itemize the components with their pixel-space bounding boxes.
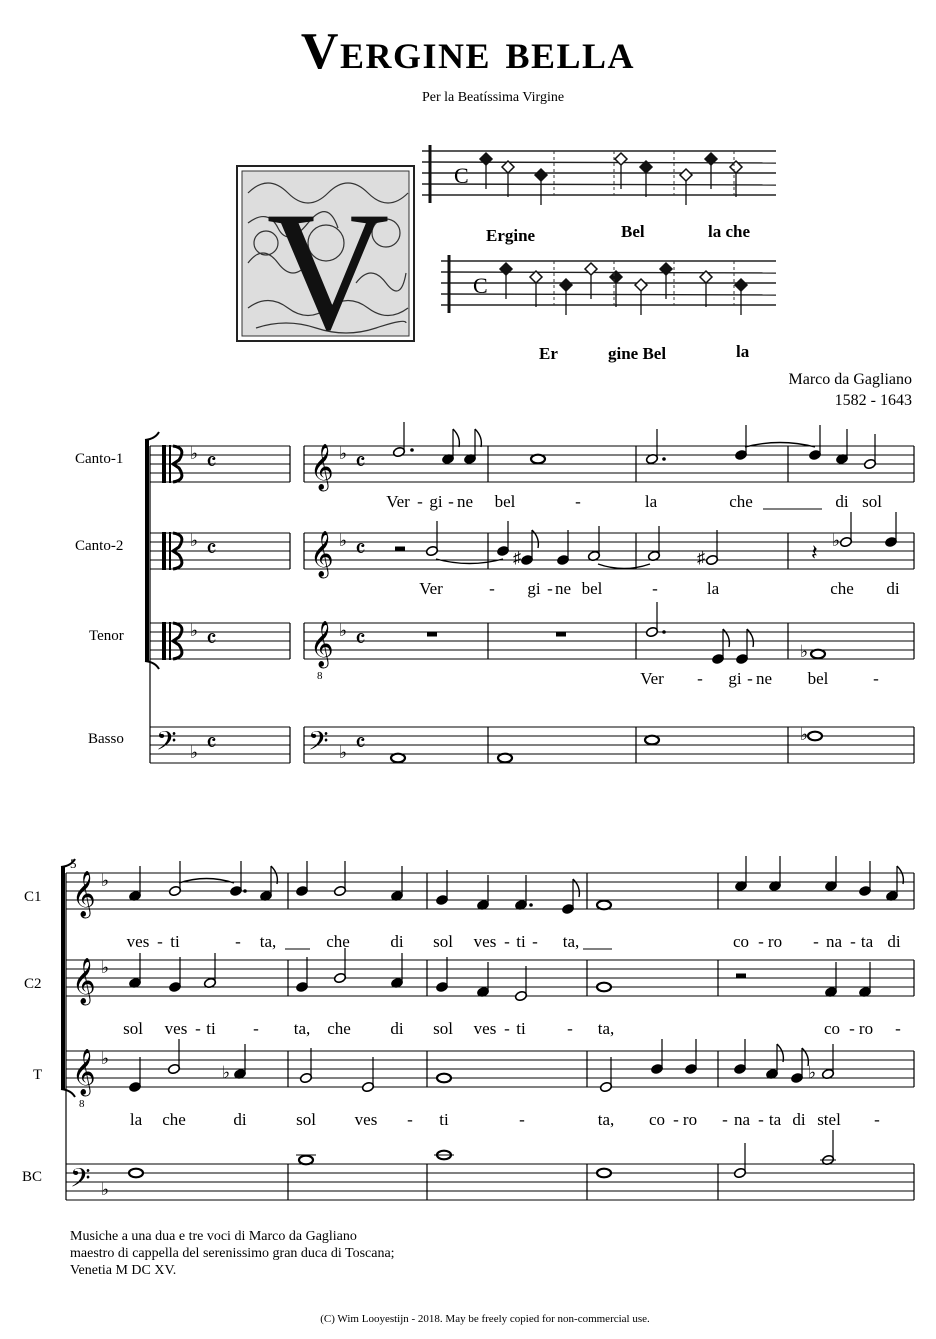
lyric-syllable: - — [873, 669, 879, 688]
whole-note — [437, 1074, 451, 1083]
lyric-syllable: ta, — [597, 1019, 615, 1038]
c-clef-icon — [162, 532, 166, 570]
lyric-syllable: - — [813, 932, 819, 951]
lyric-syllable: bel — [807, 669, 829, 688]
whole-note — [808, 732, 822, 741]
flat-sign: ♭ — [190, 531, 199, 550]
augmentation-dot — [662, 457, 666, 461]
lyric-syllable: bel — [581, 579, 603, 598]
system-bracket — [145, 432, 159, 440]
lyric-syllable: co — [648, 1110, 666, 1129]
lyric-syllable: la — [129, 1110, 143, 1129]
lyric-syllable: - — [758, 932, 764, 951]
lyric-syllable: ne — [554, 579, 572, 598]
lyric-syllable: - — [504, 932, 510, 951]
lyric-syllable: na — [733, 1110, 751, 1129]
lyric-syllable: - — [157, 932, 163, 951]
lyric-syllable: ves — [473, 932, 497, 951]
lyric-syllable: co — [823, 1019, 841, 1038]
common-time-icon: 𝄴 — [206, 625, 217, 653]
flat-sign: ♭ — [832, 531, 841, 550]
lyric-syllable: ta, — [562, 932, 580, 951]
c-clef-icon — [162, 622, 166, 660]
rest-icon — [556, 632, 566, 637]
copyright-notice: (C) Wim Looyestijn - 2018. May be freely copied for non-commercial use. — [320, 1313, 650, 1325]
lyric-syllable: ta, — [259, 932, 277, 951]
system-bracket — [145, 661, 159, 669]
flat-sign: ♭ — [101, 958, 110, 977]
treble-clef-icon: 𝄞 — [72, 958, 96, 1004]
lyric-syllable: di — [792, 1110, 806, 1129]
lyric-syllable: - — [722, 1110, 728, 1129]
lyric-syllable: ti — [170, 932, 180, 951]
lyric-syllable: gi — [728, 669, 742, 688]
lyric-syllable: - — [547, 579, 553, 598]
dedication-subtitle: Per la Beatíssima Virgine — [421, 90, 565, 105]
lyric-syllable: ves — [354, 1110, 378, 1129]
treble-clef-icon: 𝄞 — [310, 621, 334, 667]
voice-label-c1: C1 — [24, 889, 42, 905]
lyric-syllable: gi — [429, 492, 443, 511]
common-time-icon: 𝄴 — [206, 448, 217, 476]
flat-sign: ♭ — [101, 871, 110, 890]
voice-label-canto-2: Canto-2 — [75, 538, 124, 554]
augmentation-dot — [243, 889, 247, 893]
lyric-syllable: bel — [494, 492, 516, 511]
system-bracket — [61, 867, 65, 1089]
lyric-syllable: sol — [123, 1019, 143, 1038]
sharp-sign: ♯ — [513, 550, 521, 567]
lyric-syllable: - — [532, 932, 538, 951]
octave-mark: 8 — [79, 1098, 85, 1110]
lyric-syllable: - — [195, 1019, 201, 1038]
augmentation-dot — [410, 448, 414, 452]
lyric-syllable: di — [886, 579, 900, 598]
voice-label-t: T — [33, 1067, 43, 1083]
whole-note — [597, 1169, 611, 1178]
flat-sign: ♭ — [190, 444, 199, 463]
lyric-syllable: - — [652, 579, 658, 598]
lyric-syllable: ti — [516, 932, 526, 951]
lyric-syllable: sol — [296, 1110, 316, 1129]
flat-sign: ♭ — [101, 1049, 110, 1068]
whole-note — [299, 1156, 313, 1165]
score-system-1 — [145, 422, 914, 763]
c-clef-icon — [162, 445, 166, 483]
lyric-syllable: - — [407, 1110, 413, 1129]
lyric-syllable: - — [253, 1019, 259, 1038]
lyric-syllable: di — [390, 1019, 404, 1038]
voice-label-bc: BC — [22, 1169, 43, 1185]
lyric-syllable: ne — [755, 669, 773, 688]
facsimile-text-1c: la che — [708, 222, 751, 241]
note-flag — [475, 429, 481, 447]
source-line-2: maestro di cappella del serenissimo gran duca di Toscana; — [70, 1246, 395, 1261]
lyric-syllable: - — [448, 492, 454, 511]
whole-note — [811, 650, 825, 659]
title-text: Vergine bella — [300, 23, 636, 80]
note-flag — [897, 866, 903, 884]
note-flag — [271, 866, 277, 884]
lyric-syllable: co — [732, 932, 750, 951]
lyric-syllable: ta — [860, 932, 874, 951]
lyric-syllable: - — [850, 932, 856, 951]
lyric-syllable: ti — [206, 1019, 216, 1038]
lyric-syllable: - — [874, 1110, 880, 1129]
lyric-syllable: che — [326, 932, 350, 951]
whole-note — [597, 983, 611, 992]
whole-note — [597, 901, 611, 910]
system-bracket — [145, 440, 149, 661]
voice-label-canto-1: Canto-1 — [75, 451, 124, 467]
lyric-syllable: - — [519, 1110, 525, 1129]
lyric-syllable: ro — [767, 932, 783, 951]
lyric-syllable: - — [747, 669, 753, 688]
common-time-icon: 𝄴 — [355, 625, 366, 653]
lyric-syllable: - — [849, 1019, 855, 1038]
lyric-syllable: - — [567, 1019, 573, 1038]
lyric-syllable: di — [233, 1110, 247, 1129]
flat-sign: ♭ — [800, 642, 809, 661]
lyric-syllable: ne — [456, 492, 474, 511]
lyric-syllable: - — [417, 492, 423, 511]
measure-number: 5 — [70, 856, 77, 871]
flat-sign: ♭ — [800, 725, 809, 744]
facsimile-text-1a: Ergine — [486, 226, 536, 245]
lyric-syllable: stel — [817, 1110, 841, 1129]
score-system-2 — [61, 856, 914, 1200]
whole-note — [391, 754, 405, 763]
flat-sign: ♭ — [101, 1180, 110, 1199]
treble-clef-icon: 𝄞 — [310, 531, 334, 577]
lyric-syllable: na — [825, 932, 843, 951]
bass-clef-icon: 𝄢 — [308, 725, 329, 763]
facsimile-text-2c: la — [736, 342, 750, 361]
rest-icon: 𝄽 — [811, 541, 818, 566]
flat-sign: ♭ — [339, 531, 348, 550]
bass-clef-icon: 𝄢 — [70, 1162, 91, 1200]
voice-label-tenor: Tenor — [89, 628, 124, 644]
tie — [598, 564, 650, 569]
source-line-1: Musiche a una dua e tre voci di Marco da Gagliano — [70, 1229, 357, 1244]
lyric-syllable: la — [644, 492, 658, 511]
voice-label-basso: Basso — [88, 731, 124, 747]
lyric-syllable: ves — [164, 1019, 188, 1038]
flat-sign: ♭ — [339, 621, 348, 640]
treble-clef-icon: 𝄞 — [310, 444, 334, 490]
lyric-syllable: di — [835, 492, 849, 511]
lyric-syllable: Ver — [640, 669, 664, 688]
composer-dates: 1582 - 1643 — [834, 392, 912, 409]
whole-note — [498, 754, 512, 763]
lyric-syllable: Ver — [386, 492, 410, 511]
whole-note — [531, 455, 545, 464]
rest-icon — [736, 974, 746, 979]
common-time-icon: 𝄴 — [355, 729, 366, 757]
facsimile-text-2a: Er — [539, 344, 558, 363]
lyric-syllable: ta — [768, 1110, 782, 1129]
whole-note — [645, 736, 659, 745]
common-time-icon: 𝄴 — [206, 535, 217, 563]
lyric-syllable: - — [575, 492, 581, 511]
lyric-syllable: - — [235, 932, 241, 951]
facsimile-mensuration: C — [454, 163, 469, 188]
lyric-syllable: che — [729, 492, 753, 511]
lyric-syllable: ro — [682, 1110, 698, 1129]
flat-sign: ♭ — [339, 444, 348, 463]
whole-note — [129, 1169, 143, 1178]
note-flag — [777, 1044, 783, 1062]
flat-sign: ♭ — [808, 1063, 817, 1082]
source-line-3: Venetia M DC XV. — [70, 1263, 177, 1278]
system-bracket — [61, 859, 75, 867]
voice-label-c2: C2 — [24, 976, 42, 992]
lyric-syllable: di — [390, 932, 404, 951]
augmentation-dot — [529, 903, 533, 907]
augmentation-dot — [662, 630, 666, 634]
source-note — [70, 1228, 395, 1279]
treble-clef-icon: 𝄞 — [72, 871, 96, 917]
flat-sign: ♭ — [339, 743, 348, 762]
facsimile-mensuration: C — [473, 273, 488, 298]
lyric-syllable: di — [887, 932, 901, 951]
sharp-sign: ♯ — [697, 550, 705, 567]
rest-icon — [427, 632, 437, 637]
lyric-syllable: che — [830, 579, 854, 598]
lyric-syllable: Ver — [419, 579, 443, 598]
lyric-syllable: che — [327, 1019, 351, 1038]
lyric-syllable: - — [758, 1110, 764, 1129]
lyric-syllable: - — [673, 1110, 679, 1129]
lyric-syllable: ti — [516, 1019, 526, 1038]
flat-sign: ♭ — [190, 621, 199, 640]
common-time-icon: 𝄴 — [206, 729, 217, 757]
octave-mark: 8 — [317, 670, 323, 682]
lyric-syllable: ves — [473, 1019, 497, 1038]
lyric-syllable: sol — [862, 492, 882, 511]
lyric-syllable: ves — [126, 932, 150, 951]
lyric-syllable: - — [697, 669, 703, 688]
lyric-syllable: ta, — [597, 1110, 615, 1129]
lyric-syllable: - — [504, 1019, 510, 1038]
composer-name: Marco da Gagliano — [788, 371, 912, 388]
common-time-icon: 𝄴 — [355, 535, 366, 563]
bass-clef-icon: 𝄢 — [156, 725, 177, 763]
lyric-syllable: ta, — [293, 1019, 311, 1038]
lyric-syllable: ro — [858, 1019, 874, 1038]
facsimile-text-2b: gine Bel — [608, 344, 667, 363]
lyric-syllable: - — [489, 579, 495, 598]
note-flag — [453, 429, 459, 447]
lyric-syllable: gi — [527, 579, 541, 598]
initial-letter: V — [266, 177, 390, 363]
lyric-syllable: la — [706, 579, 720, 598]
flat-sign: ♭ — [222, 1063, 231, 1082]
common-time-icon: 𝄴 — [355, 448, 366, 476]
lyric-syllable: sol — [433, 932, 453, 951]
facsimile-text-1b: Bel — [621, 222, 645, 241]
lyric-syllable: - — [895, 1019, 901, 1038]
rest-icon — [395, 547, 405, 552]
flat-sign: ♭ — [190, 743, 199, 762]
treble-clef-icon: 𝄞 — [72, 1049, 96, 1095]
lyric-syllable: ti — [439, 1110, 449, 1129]
lyric-syllable: sol — [433, 1019, 453, 1038]
lyric-syllable: che — [162, 1110, 186, 1129]
